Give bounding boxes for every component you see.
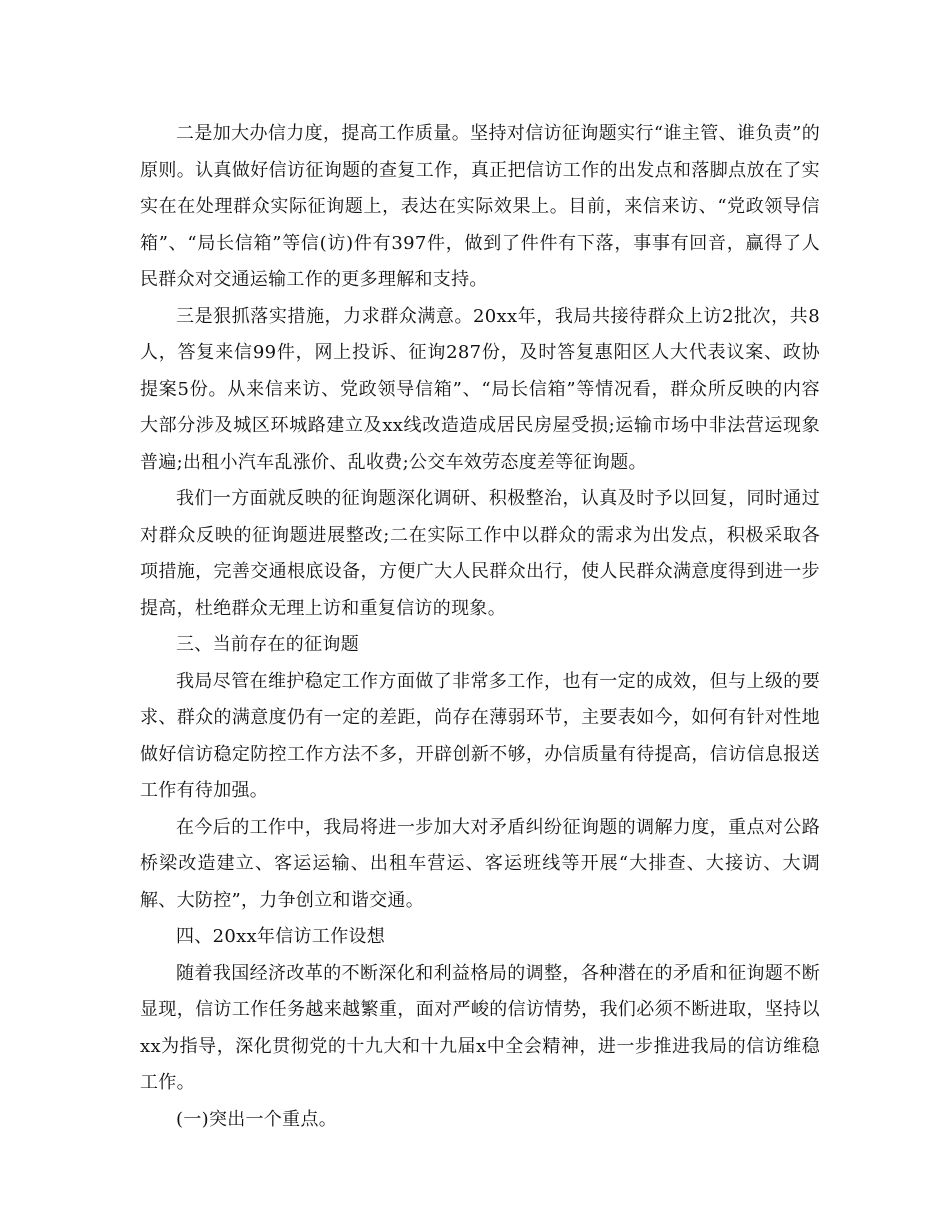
- paragraph-shortcomings: 我局尽管在维护稳定工作方面做了非常多工作，也有一定的成效，但与上级的要求、群众的满意度仍有一定的差距，尚存在薄弱环节，主要表如今，如何有针对性地做好信访稳定防控工作方法不多，开辟创新不够，办信质量有待提高，信访信息报送工作有待加强。: [140, 670, 820, 801]
- subheading-key-focus: (一)突出一个重点。: [176, 1108, 338, 1130]
- paragraph-investigation-rectification: 我们一方面就反映的征询题深化调研、积极整治，认真及时予以回复，同时通过对群众反映的征询题进展整改;二在实际工作中以群众的需求为出发点，积极采取各项措施，完善交通根底设备，方便广大人民群众出行，使人民群众满意度得到进一步提高，杜绝群众无理上访和重复信访的现象。: [140, 488, 820, 619]
- section-heading-work-plan: 四、20xx年信访工作设想: [176, 926, 386, 947]
- paragraph-work-plan-intro: 随着我国经济改革的不断深化和利益格局的调整，各种潜在的矛盾和征询题不断显现，信访工作任务越来越繁重，面对严峻的信访情势，我们必须不断进取，坚持以xx为指导，深化贯彻党的十九大和十九届x中全会精神，进一步推进我局的信访维稳工作。: [140, 962, 820, 1093]
- paragraph-implementation-measures: 三是狠抓落实措施，力求群众满意。20xx年，我局共接待群众上访2批次，共8人，答复来信99件，网上投诉、征询287份，及时答复惠阳区人大代表议案、政协提案5份。从来信来访、党政领导信箱”、“局长信箱”等情况看，群众所反映的内容大部分涉及城区环城路建立及xx线改造造成居民房屋受损;运输市场中非法营运现象普遍;出租小汽车乱涨价、乱收费;公交车效劳态度差等征询题。: [140, 305, 820, 473]
- paragraph-future-work: 在今后的工作中，我局将进一步加大对矛盾纠纷征询题的调解力度，重点对公路桥梁改造建立、客运运输、出租车营运、客运班线等开展“大排查、大接访、大调解、大防控”，力争创立和谐交通。: [140, 816, 820, 911]
- document-page: [140, 116, 820, 1138]
- paragraph-office-letters: 二是加大办信力度，提高工作质量。坚持对信访征询题实行“谁主管、谁负责”的原则。认真做好信访征询题的查复工作，真正把信访工作的出发点和落脚点放在了实实在在处理群众实际征询题上，表达在实际效果上。目前，来信来访、“党政领导信箱”、“局长信箱”等信(访)件有397件，做到了件件有下落，事事有回音，赢得了人民群众对交通运输工作的更多理解和支持。: [140, 123, 820, 290]
- section-heading-current-issues: 三、当前存在的征询题: [176, 634, 359, 655]
